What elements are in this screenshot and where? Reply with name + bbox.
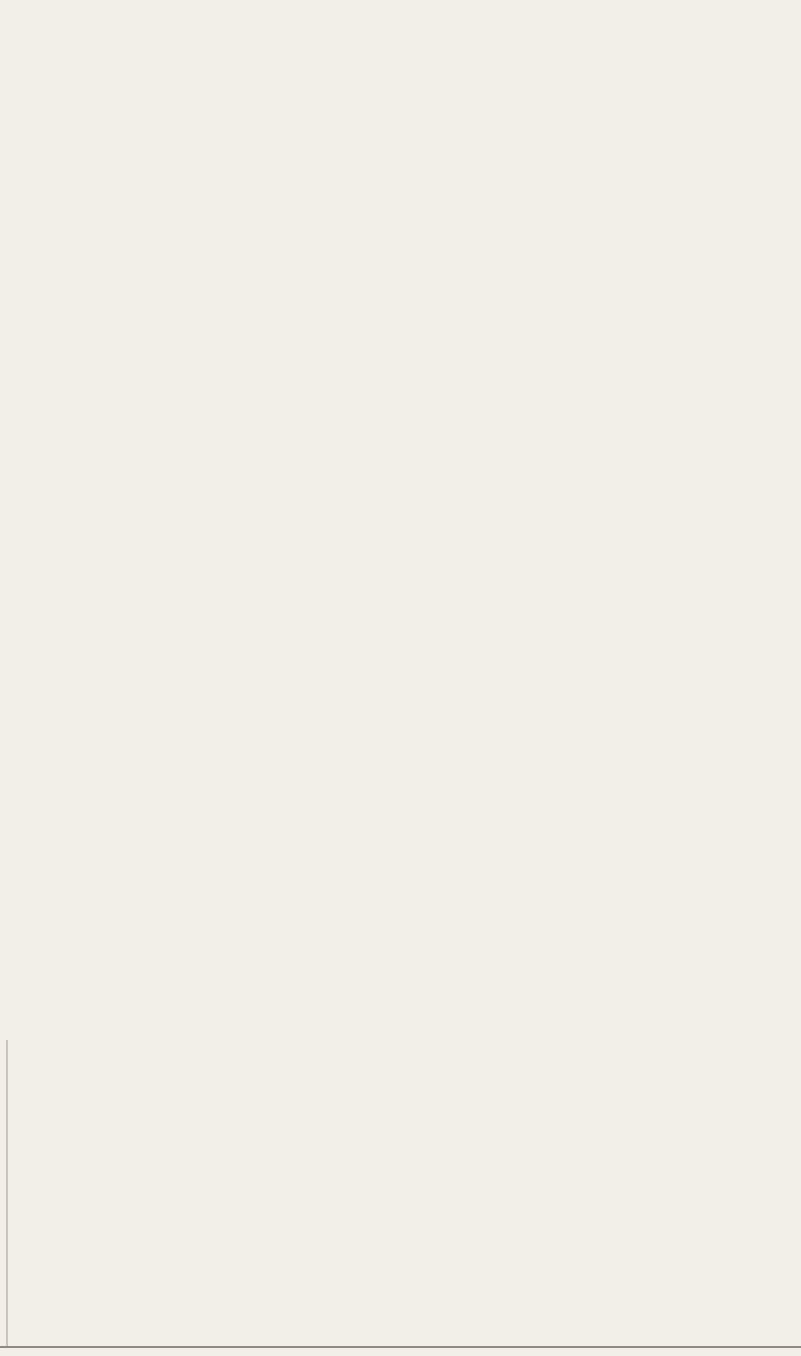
- page-edge-shadow: [6, 1040, 8, 1346]
- page-bottom-edge: [0, 1346, 801, 1348]
